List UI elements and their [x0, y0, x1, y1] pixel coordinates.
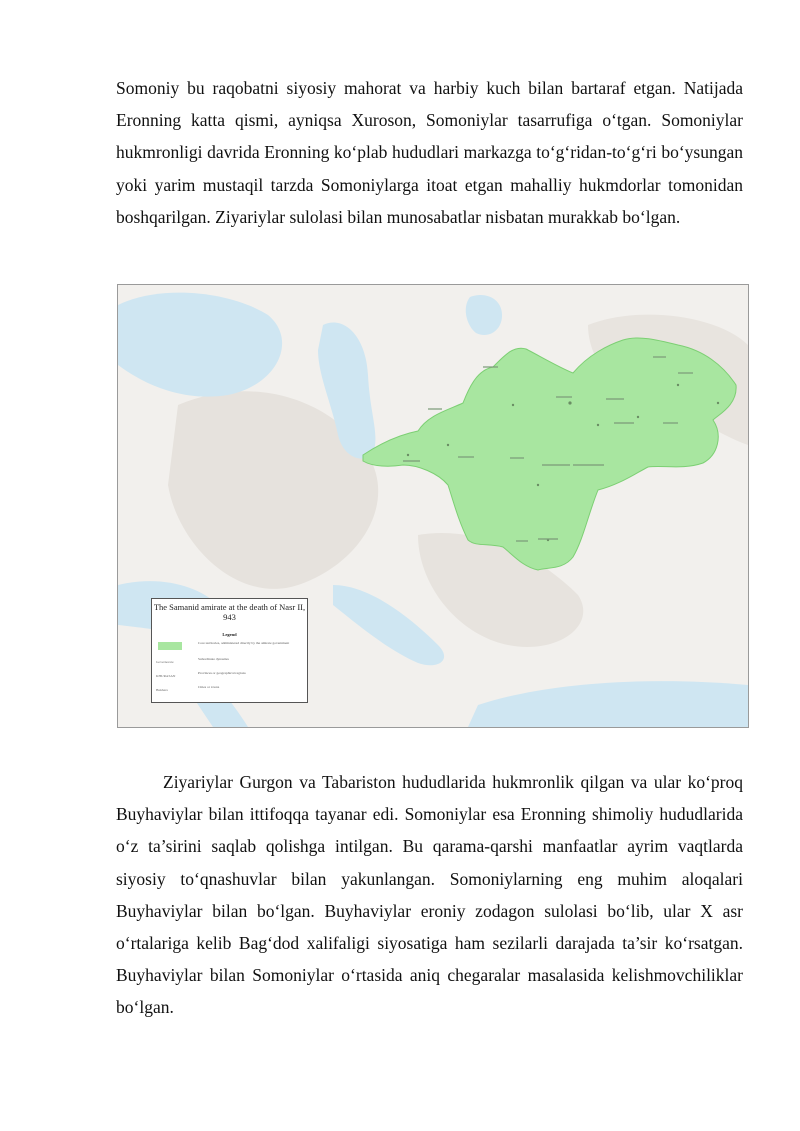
legend-heading: Legend — [222, 632, 237, 637]
legend-row-provinces — [156, 671, 304, 681]
legend-text: Subordinate dynasties — [198, 657, 229, 661]
territory-swatch — [158, 642, 182, 650]
city-marker — [537, 484, 539, 486]
city-marker — [447, 444, 449, 446]
city-marker — [597, 424, 599, 426]
legend-symbol: Governorate — [156, 660, 174, 664]
legend-symbol — [156, 641, 194, 651]
city-marker — [512, 404, 514, 406]
city-marker — [637, 416, 639, 418]
city-marker — [568, 401, 571, 404]
legend-row-core — [156, 641, 304, 651]
city-marker — [717, 402, 719, 404]
legend-symbol: Bukhara — [156, 688, 168, 692]
legend-symbol: KHURASAN — [156, 674, 176, 678]
legend-text: Cities or towns — [198, 685, 220, 689]
city-marker — [407, 454, 409, 456]
legend-title: The Samanid amirate at the death of Nasr II, 943 — [153, 602, 306, 622]
paragraph-2: Ziyariylar Gurgon va Tabariston hududlarida hukmronlik qilgan va ular ko‘proq Buyhaviylar bilan ittifoqqa tayanar edi. Somoniylar esa Eronning shimoliy hududlarida o‘z ta’sirini saqlab qolishga intilgan. Bu qarama-qarshi manfaatlar ayrim vaqtlarda siyosiy to‘qnashuvlar bilan yakunlangan. Somoniylarning eng muhim aloqalari Buyhaviylar bilan bo‘lgan. Buyhaviylar eroniy zodagon sulolasi bo‘lib, ular X asr o‘rtalariga kelib Bag‘dod xalifaligi siyosatiga ham sezilarli darajada ta’sir ko‘rsatgan. Buyhaviylar bilan Somoniylar o‘rtasida aniq chegaralar masalasida kelishmovchiliklar bo‘lgan. — [116, 772, 743, 1018]
legend-row-subordinate — [156, 657, 304, 667]
legend-row-cities — [156, 685, 304, 695]
map-legend — [151, 598, 308, 703]
city-marker — [677, 384, 679, 386]
paragraph-1: Somoniy bu raqobatni siyosiy mahorat va harbiy kuch bilan bartaraf etgan. Natijada Eronning katta qismi, ayniqsa Xuroson, Somoniylar tasarrufiga o‘tgan. Somoniylar hukmronligi davrida Eronning ko‘plab hududlari markazga to‘g‘ridan-to‘g‘ri bo‘ysungan yoki yarim mustaqil tarzda Somoniylarga itoat etgan mahalliy hukmdorlar tomonidan boshqarilgan. Ziyariylar sulolasi bilan munosabatlar nisbatan murakkab bo‘lgan. — [116, 78, 743, 227]
legend-text: Core territories, administered directly by the amirate government — [198, 641, 290, 645]
legend-text: Provinces or geographical regions — [198, 671, 246, 675]
samanid-map-figure — [117, 284, 749, 728]
